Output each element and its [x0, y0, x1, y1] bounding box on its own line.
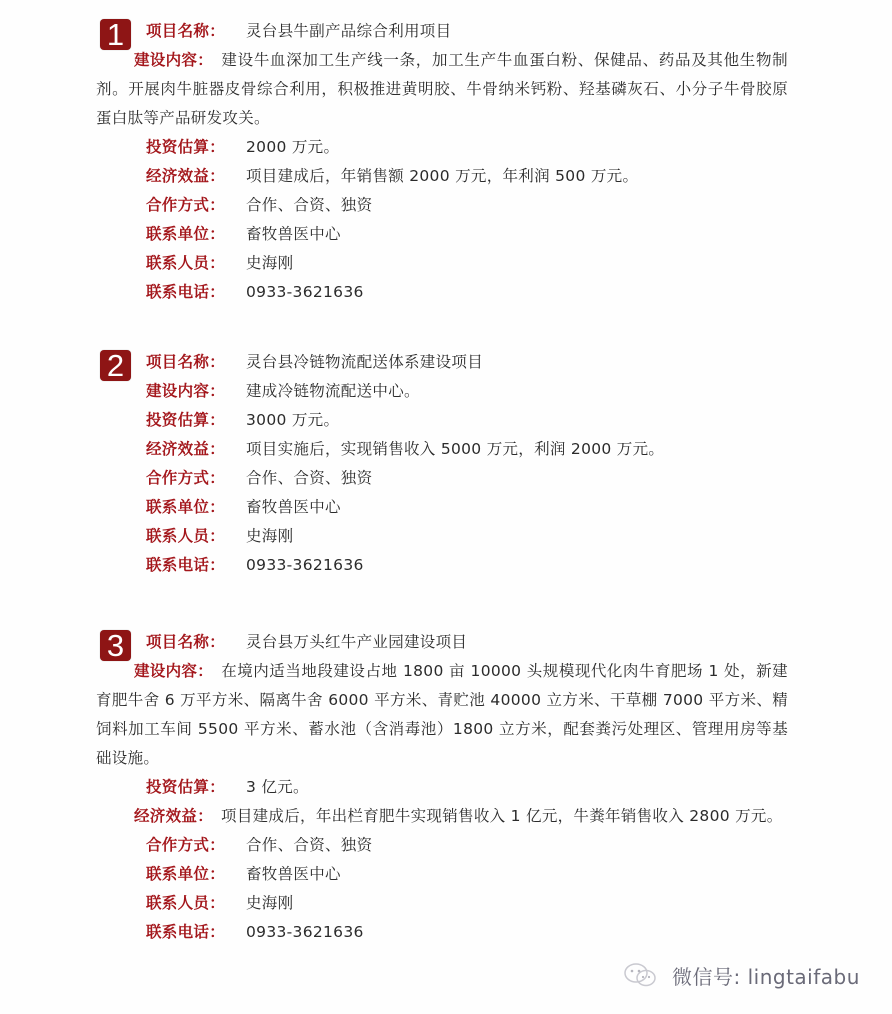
project-2 — [108, 348, 788, 580]
project-number-badge: 1 — [100, 19, 131, 50]
field-contact-phone — [108, 278, 788, 307]
wechat-watermark — [622, 958, 860, 992]
field-value: 3 亿元。 — [246, 778, 309, 796]
field-value: 在境内适当地段建设占地 1800 亩 10000 头规模现代化肉牛育肥场 1 处，新建育肥牛舍 6 万平方米、隔离牛舍 6000 平方米、青贮池 40000 立方米、干草棚 7000 平方米、精饲料加工车间 5500 平方米、蓄水池（含消毒池）1800 立方米，配套粪污处理区、管理用房等基础设施。 — [96, 662, 788, 767]
field-label: 投资估算： — [146, 411, 226, 429]
field-label: 联系人员： — [146, 254, 226, 272]
field-value: 史海刚 — [246, 254, 294, 272]
field-value: 0933-3621636 — [246, 923, 364, 941]
field-value: 项目建成后，年销售额 2000 万元，年利润 500 万元。 — [246, 167, 639, 185]
field-label: 联系人员： — [146, 894, 226, 912]
field-value: 畜牧兽医中心 — [246, 498, 341, 516]
field-label: 经济效益： — [134, 807, 214, 825]
field-label: 联系电话： — [146, 556, 226, 574]
field-project-name — [108, 628, 788, 657]
field-cooperation — [108, 191, 788, 220]
field-construction-content — [108, 377, 788, 406]
wechat-icon — [622, 961, 658, 989]
field-contact-phone — [108, 918, 788, 947]
field-economic-benefit — [108, 435, 788, 464]
watermark-text: 微信号: lingtaifabu — [672, 964, 860, 989]
field-value: 畜牧兽医中心 — [246, 225, 341, 243]
project-3 — [96, 628, 788, 947]
field-investment — [108, 773, 788, 802]
field-contact-unit — [108, 220, 788, 249]
field-value: 畜牧兽医中心 — [246, 865, 341, 883]
field-investment — [108, 406, 788, 435]
field-contact-phone — [108, 551, 788, 580]
field-value: 史海刚 — [246, 527, 294, 545]
field-label: 联系单位： — [146, 865, 226, 883]
field-label: 项目名称： — [146, 633, 226, 651]
field-project-name — [108, 17, 788, 46]
field-value: 建设牛血深加工生产线一条，加工生产牛血蛋白粉、保健品、药品及其他生物制剂。开展肉牛脏器皮骨综合利用，积极推进黄明胶、牛骨纳米钙粉、羟基磷灰石、小分子牛骨胶原蛋白肽等产品研发攻关。 — [96, 51, 788, 127]
field-value: 合作、合资、独资 — [246, 469, 373, 487]
field-economic-benefit — [96, 802, 788, 831]
field-contact-person — [108, 889, 788, 918]
field-label: 经济效益： — [146, 440, 226, 458]
field-economic-benefit — [108, 162, 788, 191]
field-construction-content — [96, 657, 788, 773]
field-label: 合作方式： — [146, 836, 226, 854]
field-label: 建设内容： — [134, 662, 214, 680]
field-label: 投资估算： — [146, 778, 226, 796]
field-label: 建设内容： — [146, 382, 226, 400]
field-value: 史海刚 — [246, 894, 294, 912]
field-cooperation — [108, 831, 788, 860]
field-label: 联系人员： — [146, 527, 226, 545]
field-construction-content — [96, 46, 788, 133]
field-contact-unit — [108, 860, 788, 889]
field-value: 项目建成后，年出栏育肥牛实现销售收入 1 亿元，牛粪年销售收入 2800 万元。 — [221, 807, 783, 825]
field-label: 合作方式： — [146, 196, 226, 214]
field-label: 项目名称： — [146, 22, 226, 40]
field-label: 经济效益： — [146, 167, 226, 185]
project-number-badge: 3 — [100, 630, 131, 661]
field-value: 建成冷链物流配送中心。 — [246, 382, 420, 400]
field-contact-person — [108, 249, 788, 278]
field-investment — [108, 133, 788, 162]
field-value: 灵台县万头红牛产业园建设项目 — [246, 633, 468, 651]
field-contact-unit — [108, 493, 788, 522]
field-label: 投资估算： — [146, 138, 226, 156]
field-label: 合作方式： — [146, 469, 226, 487]
field-project-name — [108, 348, 788, 377]
field-value: 0933-3621636 — [246, 556, 364, 574]
project-1 — [96, 17, 788, 307]
field-value: 合作、合资、独资 — [246, 196, 373, 214]
field-value: 3000 万元。 — [246, 411, 340, 429]
field-value: 合作、合资、独资 — [246, 836, 373, 854]
project-number-badge: 2 — [100, 350, 131, 381]
field-label: 联系电话： — [146, 923, 226, 941]
field-cooperation — [108, 464, 788, 493]
field-label: 联系单位： — [146, 498, 226, 516]
field-value: 灵台县冷链物流配送体系建设项目 — [246, 353, 484, 371]
field-value: 2000 万元。 — [246, 138, 340, 156]
field-label: 联系单位： — [146, 225, 226, 243]
field-label: 联系电话： — [146, 283, 226, 301]
field-contact-person — [108, 522, 788, 551]
field-label: 项目名称： — [146, 353, 226, 371]
field-value: 项目实施后，实现销售收入 5000 万元，利润 2000 万元。 — [246, 440, 665, 458]
field-value: 0933-3621636 — [246, 283, 364, 301]
field-label: 建设内容： — [134, 51, 214, 69]
field-value: 灵台县牛副产品综合利用项目 — [246, 22, 452, 40]
